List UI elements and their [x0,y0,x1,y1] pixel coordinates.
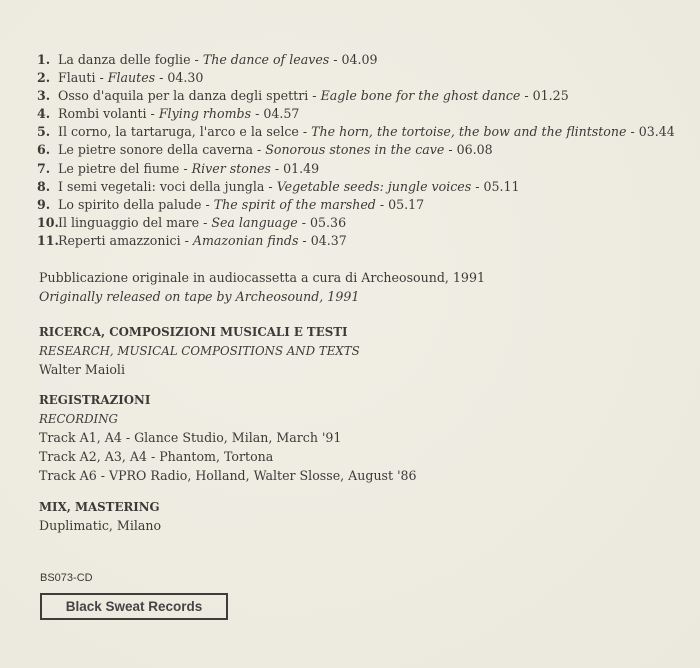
track-number: 9. [37,196,51,212]
track-duration: 06.08 [456,142,493,158]
track-title-english: The horn, the tortoise, the bow and the flintstone [311,124,627,140]
track-title-english: Flying rhombs [158,106,252,122]
track-number: 3. [37,88,51,104]
publication-note [39,269,485,307]
track-item: 1. La danza delle foglie - The dance of leaves - 04.09 [37,51,675,69]
track-title-italian: Osso d'aquila per la danza degli spettri [58,88,309,104]
track-item: 6. Le pietre sonore della caverna - Sonorous stones in the cave - 06.08 [37,141,675,159]
track-title-english: Vegetable seeds: jungle voices [276,178,472,194]
recording-heading: REGISTRAZIONI [39,393,151,407]
track-title-italian: La danza delle foglie [58,52,191,67]
record-label-logo: Black Sweat Records [40,593,228,620]
research-credits [39,323,360,380]
track-title-english: River stones [191,160,271,176]
track-number: 10. [37,214,59,230]
tracklist [37,51,675,250]
recording-line: Track A6 - VPRO Radio, Holland, Walter Slosse, August '86 [39,467,417,483]
recording-credits [39,391,417,486]
track-title-italian: Il linguaggio del mare [58,214,200,230]
track-duration: 05.36 [310,214,347,230]
track-title-italian: Lo spirito della palude [58,196,202,212]
track-number: 4. [37,106,51,122]
track-number: 11. [37,232,59,248]
track-duration: 01.49 [283,160,320,176]
research-subheading: RESEARCH, MUSICAL COMPOSITIONS AND TEXTS [39,343,360,358]
track-number: 5. [37,124,51,140]
mix-credits [39,498,161,536]
track-title-english: Sonorous stones in the cave [265,142,445,158]
track-number: 1. [37,52,51,67]
track-title-english: The spirit of the marshed [213,196,376,212]
track-item: 11.Reperti amazzonici - Amazonian finds - 04.37 [37,232,675,250]
track-item: 8. I semi vegetali: voci della jungla - Vegetable seeds: jungle voices - 05.11 [37,178,675,196]
track-duration: 01.25 [532,88,569,104]
track-title-italian: I semi vegetali: voci della jungla [58,178,265,194]
mix-heading: MIX, MASTERING [39,500,160,514]
recording-line: Track A1, A4 - Glance Studio, Milan, March '91 [39,429,342,445]
track-duration: 04.09 [341,52,378,67]
track-title-italian: Flauti [58,70,96,86]
track-number: 7. [37,160,51,176]
recording-line: Track A2, A3, A4 - Phantom, Tortona [39,448,274,464]
track-title-italian: Le pietre sonore della caverna [58,142,253,158]
track-title-english: Amazonian finds [192,232,299,248]
track-item: 7. Le pietre del fiume - River stones - 01.49 [37,160,675,178]
track-duration: 04.57 [263,106,300,122]
research-name: Walter Maioli [39,361,125,377]
track-title-italian: Reperti amazzonici [58,232,181,248]
recording-subheading: RECORDING [39,411,118,426]
mix-name: Duplimatic, Milano [39,517,162,533]
track-duration: 04.37 [310,232,347,248]
track-title-italian: Rombi volanti [58,106,147,122]
track-title-italian: Il corno, la tartaruga, l'arco e la selce [58,124,299,140]
track-title-english: Flautes [107,70,156,86]
track-duration: 05.17 [388,196,425,212]
track-duration: 05.11 [483,178,520,194]
track-title-italian: Le pietre del fiume [58,160,180,176]
track-title-english: Sea language [211,214,298,230]
track-item: 3. Osso d'aquila per la danza degli spettri - Eagle bone for the ghost dance - 01.25 [37,87,675,105]
track-item: 4. Rombi volanti - Flying rhombs - 04.57 [37,105,675,123]
track-duration: 03.44 [638,124,675,140]
track-duration: 04.30 [167,70,204,86]
publication-italian: Pubblicazione originale in audiocassetta a cura di Archeosound, 1991 [39,270,485,285]
track-item: 10.Il linguaggio del mare - Sea language - 05.36 [37,214,675,232]
catalog-number: BS073-CD [40,572,93,584]
track-item: 5. Il corno, la tartaruga, l'arco e la selce - The horn, the tortoise, the bow and the flintstone - 03.44 [37,123,675,141]
track-title-english: The dance of leaves [202,52,330,67]
track-item: 2. Flauti - Flautes - 04.30 [37,69,675,87]
research-heading: RICERCA, COMPOSIZIONI MUSICALI E TESTI [39,325,348,339]
publication-english: Originally released on tape by Archeosound, 1991 [39,288,360,304]
track-item: 9. Lo spirito della palude - The spirit of the marshed - 05.17 [37,196,675,214]
track-number: 2. [37,70,51,86]
track-number: 8. [37,178,51,194]
track-title-english: Eagle bone for the ghost dance [320,88,521,104]
track-number: 6. [37,142,51,158]
